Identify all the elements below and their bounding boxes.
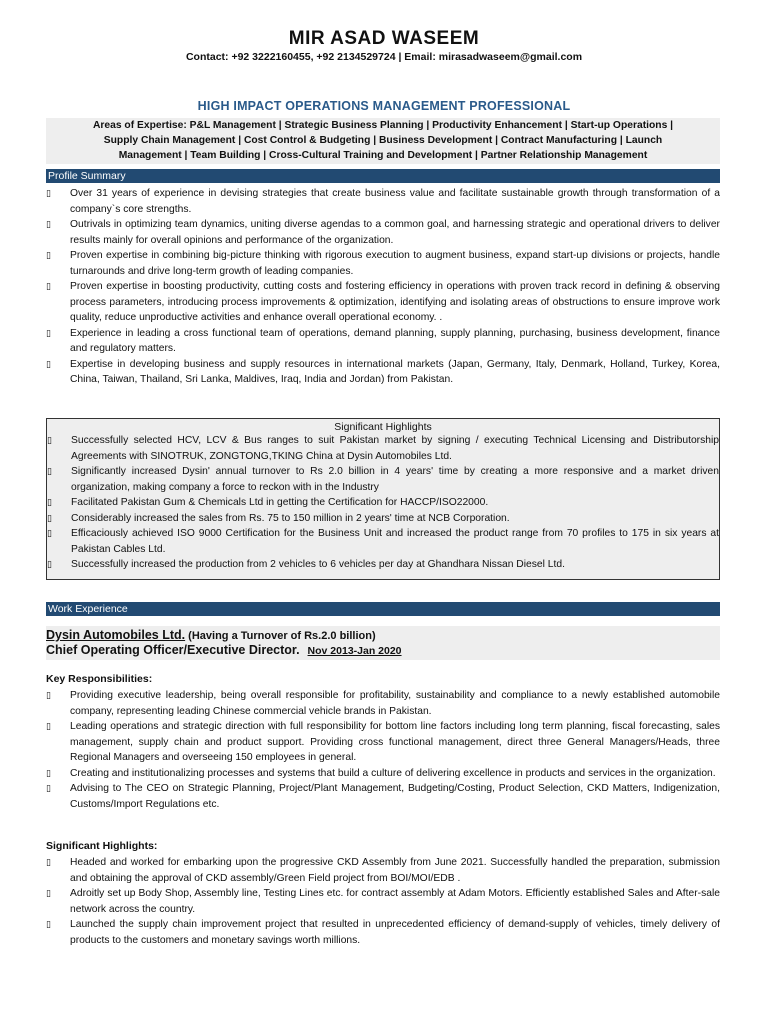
bullet-icon: ▯ — [46, 783, 51, 793]
company-turnover: (Having a Turnover of Rs.2.0 billion) — [185, 630, 376, 642]
list-item-text: Leading operations and strategic direction with full responsibility for bottom line factors including long term planning, fiscal forecasting, sales management, supply chain and product support. Providing cross functional management, direct three General Managers/Heads, three Regional Managers and overseeing 150 employees in general. — [70, 721, 720, 763]
expertise-line: Management | Team Building | Cross-Cultural Training and Development | Partner Relationship Management — [118, 150, 648, 161]
list-item — [46, 326, 720, 357]
list-item — [47, 511, 719, 527]
list-item — [46, 248, 720, 279]
bullet-icon: ▯ — [46, 919, 51, 929]
section-header-profile-summary: Profile Summary — [46, 169, 720, 183]
job-highlights-title: Significant Highlights: — [46, 840, 158, 852]
list-item-text: Launched the supply chain improvement project that resulted in unprecedented efficiency of demand-supply of vehicles, timely delivery of products to the customers and monetary savings worth millions. — [70, 919, 720, 946]
list-item — [46, 217, 720, 248]
bullet-icon: ▯ — [46, 219, 51, 229]
list-item — [46, 688, 720, 719]
list-item-text: Providing executive leadership, being overall responsible for profitability, sustainability and compliance to a newly established automobile company, representing leading Chinese commercial vehicle brands in Pakistan. — [70, 690, 720, 717]
bullet-icon: ▯ — [46, 857, 51, 867]
list-item-text: Expertise in developing business and supply resources in international markets (Japan, Germany, Italy, Denmark, Holland, Turkey, Korea, China, Taiwan, Thailand, Sri Lanka, Maldives, Iraq, India and Jordan) from Pakistan. — [70, 358, 720, 385]
list-item — [46, 766, 720, 782]
company-line — [46, 628, 376, 642]
list-item-text: Experience in leading a cross functional team of operations, demand planning, supply planning, purchasing, business development, finance and regulatory matters. — [70, 327, 720, 354]
list-item — [47, 557, 719, 573]
list-item-text: Significantly increased Dysin' annual turnover to Rs 2.0 billion in 4 years' time by creating a more responsive and a market driven organization, making company a force to reckon with in the Industry — [71, 466, 719, 493]
list-item — [46, 357, 720, 388]
job-header — [46, 626, 720, 660]
bullet-icon: ▯ — [47, 435, 52, 445]
expertise-line: Areas of Expertise: P&L Management | Strategic Business Planning | Productivity Enhancement | Start-up Operations | — [92, 120, 674, 131]
bullet-icon: ▯ — [46, 358, 51, 369]
list-item — [47, 526, 719, 557]
list-item-text: Considerably increased the sales from Rs. 75 to 150 million in 2 years' time at NCB Corporation. — [71, 512, 510, 524]
bullet-icon: ▯ — [46, 888, 51, 898]
bullet-icon: ▯ — [46, 690, 51, 700]
job-dates: Nov 2013-Jan 2020 — [307, 645, 402, 657]
areas-of-expertise — [46, 118, 720, 164]
list-item — [46, 781, 720, 812]
bullet-icon: ▯ — [46, 327, 51, 338]
contact-line: Contact: +92 3222160455, +92 2134529724 | Email: mirasadwaseem@gmail.com — [185, 51, 583, 63]
section-header-work-experience: Work Experience — [46, 602, 720, 616]
list-item — [46, 186, 720, 217]
list-item — [47, 464, 719, 495]
list-item — [46, 855, 720, 886]
list-item-text: Efficaciously achieved ISO 9000 Certification for the Business Unit and increased the product range from 70 profiles to 175 in six years at Pakistan Cables Ltd. — [71, 528, 719, 555]
bullet-icon: ▯ — [47, 528, 52, 538]
profile-summary-list — [46, 186, 720, 388]
list-item-text: Headed and worked for embarking upon the progressive CKD Assembly from June 2021. Successfully handled the preparation, submission and obtaining the approval of CKD assembly/Green Field project from BOI/MOI/EDB . — [70, 857, 720, 884]
bullet-icon: ▯ — [47, 466, 52, 476]
list-item — [46, 886, 720, 917]
key-responsibilities-title: Key Responsibilities: — [46, 673, 153, 685]
list-item-text: Successfully selected HCV, LCV & Bus ranges to suit Pakistan market by signing / executing Technical Licensing and Distributorship Agreements with SINOTRUK, ZONGTONG,TKING China at Dysin Automobiles Ltd. — [71, 435, 719, 462]
expertise-line: Supply Chain Management | Cost Control & Budgeting | Business Development | Contract Manufacturing | Launch — [103, 135, 663, 146]
candidate-name: MIR ASAD WASEEM — [288, 28, 480, 49]
list-item-text: Proven expertise in boosting productivity, cutting costs and fostering efficiency in operations with proven track record in defining & observing process parameters, introducing process improvements & optimization, identifying and isolating areas of obstructions to ensure improve work quality, reduce unproductive activities and enhance overall operational economy. . — [70, 281, 720, 323]
list-item-text: Facilitated Pakistan Gum & Chemicals Ltd in getting the Certification for HACCP/ISO22000. — [71, 497, 489, 508]
list-item-text: Creating and institutionalizing processes and systems that build a culture of delivering excellence in products and services in the organization. — [70, 767, 716, 779]
list-item-text: Outrivals in optimizing team dynamics, uniting diverse agendas to a common goal, and harnessing strategic and operational drivers to deliver results mainly for overall opinions and performance of the organization. — [70, 219, 720, 246]
highlights-title: Significant Highlights — [334, 421, 432, 433]
significant-highlights-box — [46, 418, 720, 580]
company-name: Dysin Automobiles Ltd. — [46, 628, 186, 642]
list-item-text: Advising to The CEO on Strategic Planning, Project/Plant Management, Budgeting/Costing, Product Selection, CKD Matters, Indigenization, Customs/Import Regulations etc. — [70, 783, 720, 810]
list-item — [46, 719, 720, 766]
bullet-icon: ▯ — [46, 767, 51, 778]
bullet-icon: ▯ — [47, 497, 52, 507]
list-item — [47, 433, 719, 464]
role-line — [46, 643, 402, 657]
list-item-text: Adroitly set up Body Shop, Assembly line, Testing Lines etc. for contract assembly at Adam Motors. Efficiently established Sales and After-sale network across the country. — [70, 888, 720, 915]
responsibilities-list — [46, 688, 720, 812]
bullet-icon: ▯ — [47, 512, 52, 523]
bullet-icon: ▯ — [47, 559, 52, 569]
bullet-icon: ▯ — [46, 188, 51, 198]
job-title: Chief Operating Officer/Executive Director. — [46, 643, 300, 657]
list-item-text: Over 31 years of experience in devising strategies that create business value and facilitate sustainable growth through transformation of a company`s core strengths. — [70, 188, 720, 215]
bullet-icon: ▯ — [46, 721, 51, 731]
list-item — [46, 279, 720, 326]
bullet-icon: ▯ — [46, 250, 51, 260]
list-item-text: Successfully increased the production from 2 vehicles to 6 vehicles per day at Ghandhara Nissan Diesel Ltd. — [71, 559, 565, 570]
bullet-icon: ▯ — [46, 281, 51, 291]
highlights-list — [47, 433, 719, 573]
list-item-text: Proven expertise in combining big-picture thinking with rigorous execution to augment business, expand start-up divisions or projects, handle turnarounds and drive long-term growth of leading companies. — [70, 250, 720, 277]
headline: HIGH IMPACT OPERATIONS MANAGEMENT PROFESSIONAL — [197, 99, 571, 113]
list-item — [47, 495, 719, 511]
job-highlights-list — [46, 855, 720, 948]
list-item — [46, 917, 720, 948]
